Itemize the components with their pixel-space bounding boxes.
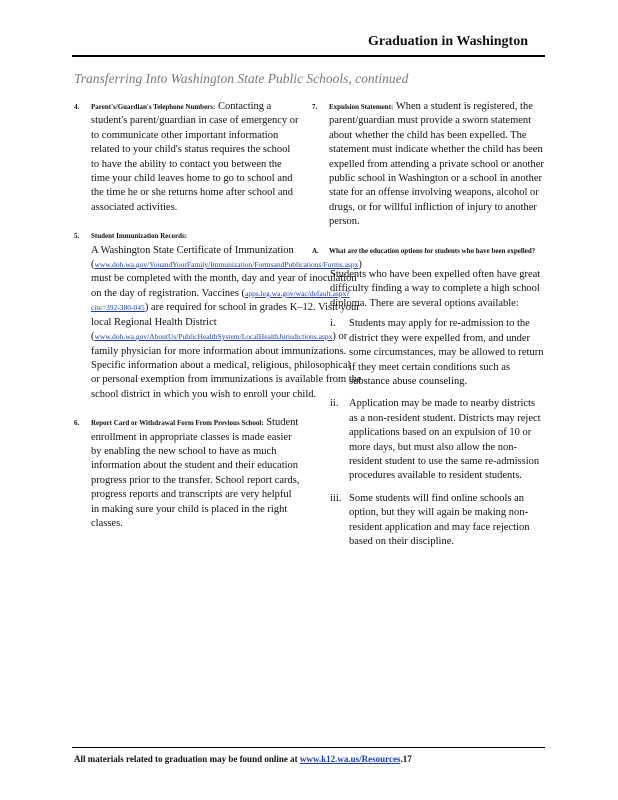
page-number: .17	[400, 754, 412, 764]
option-numeral: ii.	[330, 398, 339, 410]
option-numeral: i.	[330, 318, 336, 330]
item-heading: Parent's/Guardian's Telephone Numbers:	[91, 103, 216, 111]
item-text: Contacting a student's parent/guardian in case of emergency or to communicate other important information related to your child's status requires the school to have the ability to contact you between the time your child leaves home to go to school and the time he or she returns home after school and associated activities.	[91, 101, 299, 213]
page-header-title: Graduation in Washington	[367, 34, 528, 49]
vaccine-wac-link[interactable]: apps.leg.wa.gov/wac/default.aspx?cite=392-380-045	[91, 288, 350, 313]
item-number: 6.	[74, 419, 80, 428]
section-subtitle: Transferring Into Washington State Public Schools, continued	[74, 71, 409, 86]
item-text: When a student is registered, the parent/guardian must provide a sworn statement about whether the child has been expelled. The statement must indicate whether the child has been expelled from attending a private school or another public school in Washington or a school in another state for an offense involving weapons, alcohol or drugs, or for willful infliction of injury to another person.	[329, 101, 544, 228]
option-text: Application may be made to nearby districts as a non-resident student. Districts may reject applications based on an expulsion of 10 or more days, but must also allow the non-resident student to use the same re-admission procedures available to resident students.	[349, 398, 541, 482]
option-item	[330, 397, 544, 483]
sub-item-body	[330, 268, 544, 549]
option-item	[330, 492, 544, 550]
item-text: ) must be completed with the month, day and year of inoculation on the day of registration. Vaccines (	[91, 259, 362, 299]
resources-link[interactable]: www.k12.wa.us/Resources	[299, 754, 401, 764]
option-text: Some students will find online schools an option, but they will again be making non-resident application and may face rejection based on their discipline.	[349, 492, 530, 547]
option-item	[330, 317, 544, 389]
right-column	[312, 100, 544, 557]
item-heading: Report Card or Withdrawal Form From Previous School:	[91, 419, 264, 428]
footer-rule	[72, 747, 545, 748]
immunization-form-link[interactable]: www.doh.wa.gov/YouandYourFamily/Immunization/FormsandPublications/Forms.aspx	[94, 260, 359, 270]
item-text: ) are required for school in grades K–12. Visit your local Regional Health District (	[91, 302, 360, 343]
sub-item-a	[312, 244, 544, 262]
item-heading: Student Immunization Records:	[91, 232, 188, 241]
header-rule	[72, 55, 545, 57]
sub-item-heading: What are the education options for students who have been expelled?	[329, 246, 536, 255]
option-numeral: iii.	[330, 492, 342, 504]
item-7	[312, 100, 544, 230]
item-text: A Washington State Certificate of Immunization (	[91, 244, 294, 271]
page-footer	[74, 754, 412, 764]
item-5	[74, 229, 362, 402]
item-number: 4.	[74, 103, 80, 111]
item-number: 7.	[312, 103, 318, 111]
footer-text: All materials related to graduation may be found online at	[74, 754, 298, 764]
item-text: Student enrollment in appropriate classes is made easier by enabling the new school to have as much information about the student and their education progress prior to the transfer. School report cards, progress reports and transcripts are very helpful in making sure your child is placed in the right classes.	[91, 417, 300, 529]
item-text: ) or family physician for more information about immunizations. Specific information about a medical, religious, philosophical or personal exemption from immunizations is available from the school district in which you wish to enroll your child.	[91, 331, 362, 400]
option-text: Students may apply for re-admission to the district they were expelled from, and under some circumstances, may be allowed to return if they meet certain conditions such as substance abuse counseling.	[349, 318, 544, 387]
item-4	[74, 100, 300, 215]
sub-item-intro: Students who have been expelled often have great difficulty finding a way to complete a high school diploma. There are several options available:	[330, 269, 541, 309]
item-6	[74, 416, 300, 531]
health-district-link[interactable]: www.doh.wa.gov/AboutUs/PublicHealthSystem/LocalHealthJurisdictions.aspx	[94, 332, 333, 342]
sub-item-letter: A.	[312, 246, 319, 255]
item-number: 5.	[74, 232, 80, 241]
item-heading: Expulsion Statement:	[329, 103, 394, 111]
